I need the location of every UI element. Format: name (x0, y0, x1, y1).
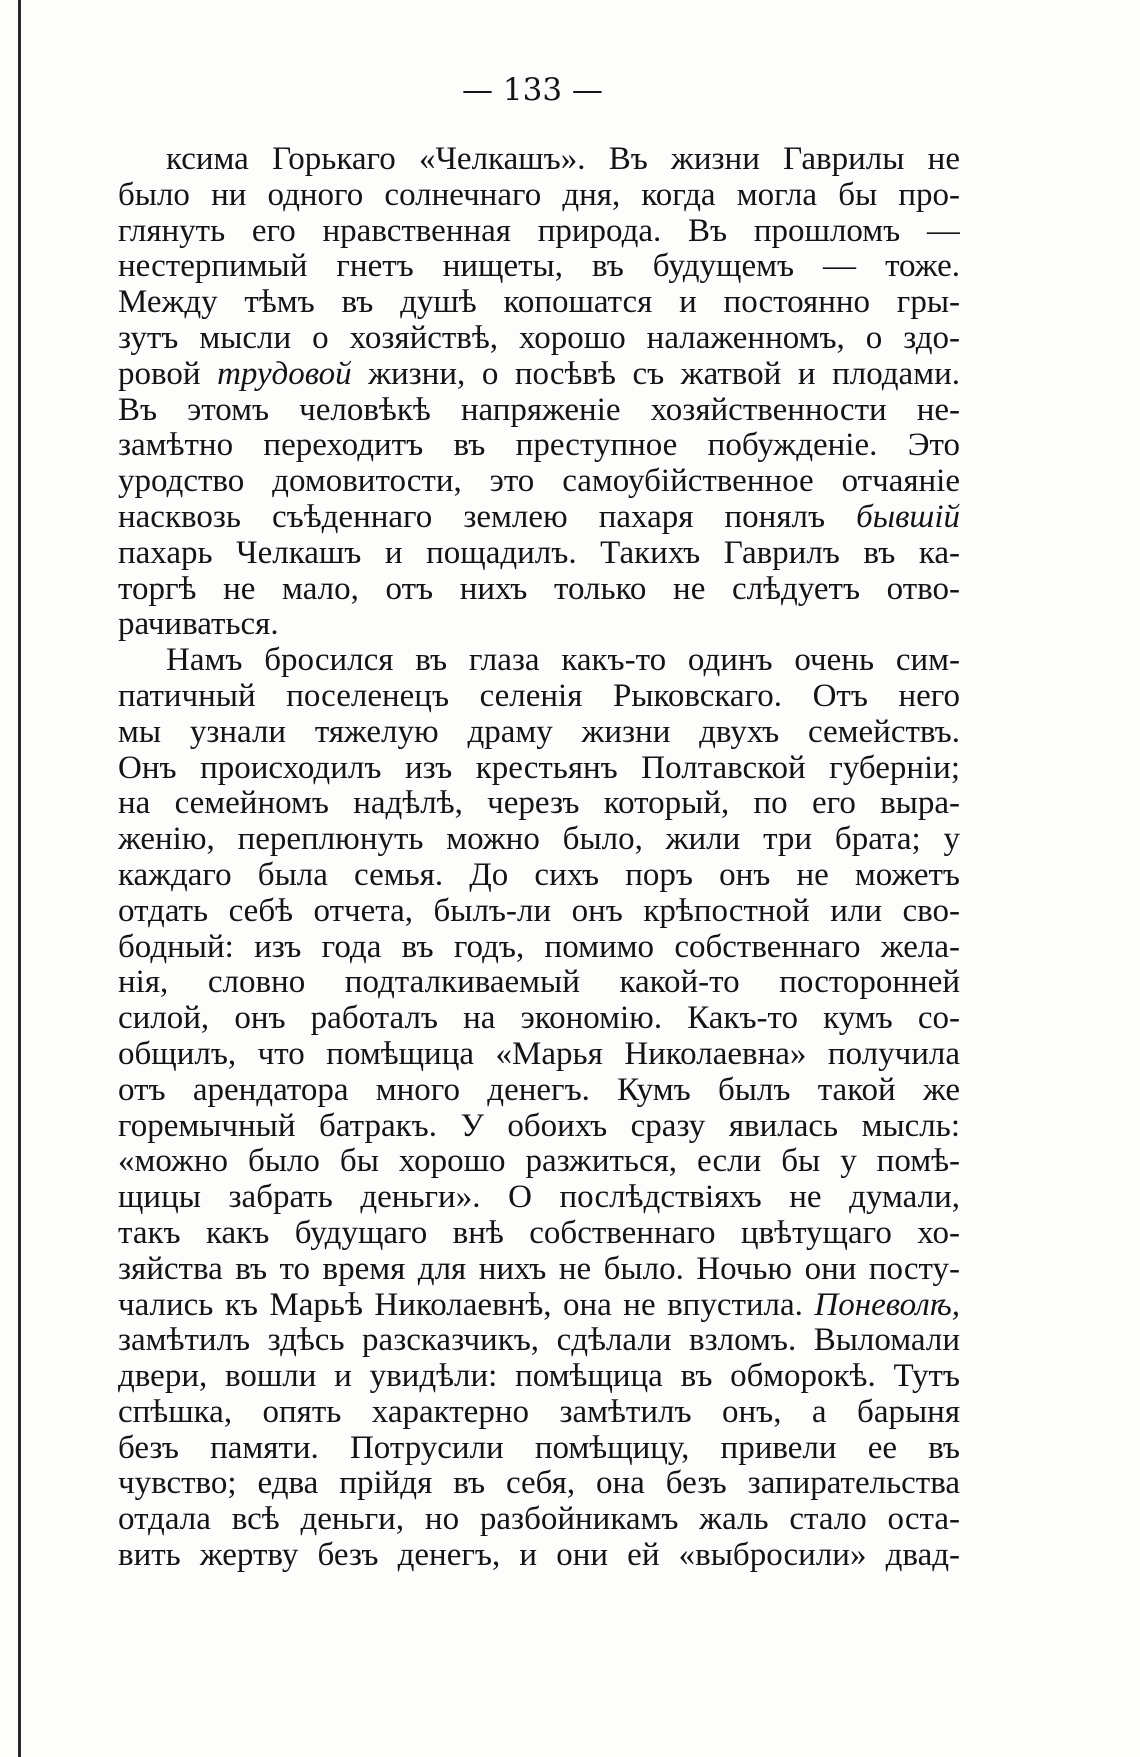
text-line: бодный: изъ года въ годъ, помимо собственнаго жела- (118, 929, 960, 965)
text-line: торгѣ не мало, отъ нихъ только не слѣдуетъ отво- (118, 571, 960, 607)
text-line: нія, словно подталкиваемый какой-то посторонней (118, 965, 960, 1001)
text-line: такъ какъ будущаго внѣ собственнаго цвѣтущаго хо- (118, 1215, 960, 1251)
text-line: ксима Горькаго «Челкашъ». Въ жизни Гаврилы не (166, 142, 960, 177)
text-line: спѣшка, опять характерно замѣтилъ онъ, а барыня (118, 1394, 960, 1430)
text-line: замѣтно переходитъ въ преступное побужденіе. Это (118, 428, 960, 464)
page-number: — 133 — (462, 72, 603, 108)
text-line: каждаго была семья. До сихъ поръ онъ не можетъ (118, 857, 960, 893)
text-line: «можно было бы хорошо разжиться, если бы у помѣ- (118, 1144, 960, 1180)
text-line: нестерпимый гнетъ нищеты, въ будущемъ — тоже. (118, 249, 960, 285)
text-line: мы узнали тяжелую драму жизни двухъ семействъ. (118, 714, 960, 750)
text-line: Въ этомъ человѣкѣ напряженіе хозяйственности не- (118, 392, 960, 428)
text-line: Онъ происходилъ изъ крестьянъ Полтавской губерніи; (118, 750, 960, 786)
text-line: Намъ бросился въ глаза какъ-то одинъ очень сим- (166, 643, 960, 679)
text-line: чувство; едва прійдя въ себя, она безъ запирательства (118, 1466, 960, 1502)
text-line (118, 1288, 960, 1324)
text-line: двери, вошли и увидѣли: помѣщица въ обморокѣ. Тутъ (118, 1359, 960, 1395)
text-line: зутъ мысли о хозяйствѣ, хорошо налаженномъ, о здо- (118, 320, 960, 356)
text-line: глянуть его нравственная природа. Въ прошломъ — (118, 213, 960, 249)
italic-word: бывшій (856, 499, 960, 535)
text-line: отъ арендатора много денегъ. Кумъ былъ такой же (118, 1072, 960, 1108)
body-text (118, 142, 960, 1574)
text-span: жизни, о посѣвѣ съ жатвой и плодами. (351, 356, 960, 392)
text-line: на семейномъ надѣлѣ, черезъ который, по его выра- (118, 786, 960, 822)
text-line: щицы забрать деньги». О послѣдствіяхъ не думали, (118, 1180, 960, 1216)
text-line: общилъ, что помѣщица «Марья Николаевна» получила (118, 1036, 960, 1072)
text-line: рачиваться. (118, 607, 279, 643)
text-line: женію, переплюнуть можно было, жили три брата; у (118, 822, 960, 858)
page-edge-line (18, 0, 21, 1757)
paragraph-1 (118, 142, 960, 643)
text-line (118, 357, 960, 393)
text-line: уродство домовитости, это самоубійственное отчаяніе (118, 464, 960, 500)
text-line: вить жертву безъ денегъ, и они ей «выбросили» двад- (118, 1538, 960, 1574)
italic-word: трудовой (217, 356, 352, 392)
text-span: ровой (118, 356, 218, 392)
text-line: отдала всѣ деньги, но разбойникамъ жаль стало оста- (118, 1502, 960, 1538)
text-line: замѣтилъ здѣсь разсказчикъ, сдѣлали взломъ. Выломали (118, 1323, 960, 1359)
text-line: Между тѣмъ въ душѣ копошатся и постоянно гры- (118, 285, 960, 321)
text-line: безъ памяти. Потрусили помѣщицу, привели ее въ (118, 1430, 960, 1466)
text-span: чались къ Марьѣ Николаевнѣ, она не впустила. (118, 1287, 815, 1323)
paragraph-2 (118, 643, 960, 1574)
text-line: пахарь Челкашъ и пощадилъ. Такихъ Гаврилъ въ ка- (118, 535, 960, 571)
text-line: зяйства въ то время для нихъ не было. Ночью они посту- (118, 1251, 960, 1287)
text-line (118, 500, 960, 536)
text-line: отдать себѣ отчета, былъ-ли онъ крѣпостной или сво- (118, 893, 960, 929)
text-line: патичный поселенецъ селенія Рыковскаго. Отъ него (118, 678, 960, 714)
italic-word: Поневолѣ, (814, 1287, 960, 1323)
text-line: было ни одного солнечнаго дня, когда могла бы про- (118, 177, 960, 213)
text-line: силой, онъ работалъ на экономію. Какъ-то кумъ со- (118, 1001, 960, 1037)
text-span: насквозь съѣденнаго землею пахаря понялъ (118, 499, 857, 535)
text-line: горемычный батракъ. У обоихъ сразу явилась мысль: (118, 1108, 960, 1144)
